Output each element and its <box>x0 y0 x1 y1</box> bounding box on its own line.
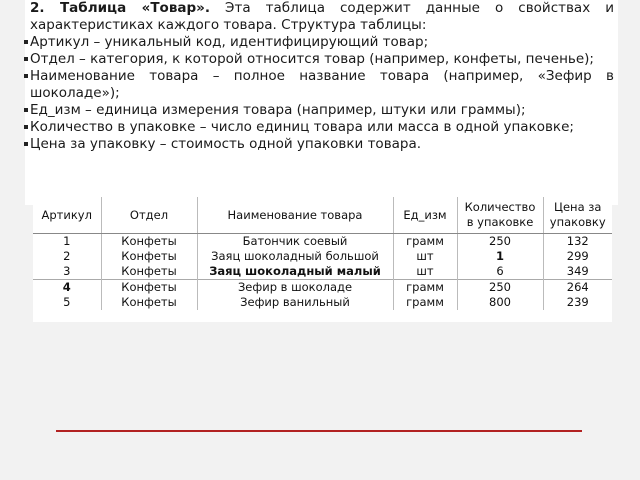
cell-product-name: Зефир ванильный <box>197 295 393 310</box>
text-block <box>30 0 614 153</box>
intro-text: Эта таблица содержит данные о свойствах и характеристиках каждого товара. Структура таблицы: <box>30 0 615 33</box>
cell-unit: грамм <box>393 280 457 296</box>
intro-paragraph <box>30 0 614 34</box>
cell-quantity: 250 <box>457 280 543 296</box>
bullet-item: Цена за упаковку – стоимость одной упаковки товара. <box>30 136 614 153</box>
table-row <box>33 295 612 310</box>
cell-unit: шт <box>393 249 457 264</box>
cell-article: 4 <box>33 280 101 296</box>
cell-product-name: Батончик соевый <box>197 234 393 250</box>
cell-product-name: Заяц шоколадный большой <box>197 249 393 264</box>
cell-unit: грамм <box>393 295 457 310</box>
col-header-article: Артикул <box>33 197 101 234</box>
cell-price: 239 <box>543 295 612 310</box>
product-table-image <box>33 197 612 322</box>
cell-department: Конфеты <box>101 249 197 264</box>
cell-product-name: Заяц шоколадный малый <box>197 264 393 280</box>
bullet-item: Наименование товара – полное название товара (например, «Зефир в шоколаде»); <box>30 68 614 101</box>
cell-department: Конфеты <box>101 280 197 296</box>
cell-price: 132 <box>543 234 612 250</box>
table-row <box>33 264 612 280</box>
cell-article: 3 <box>63 264 71 278</box>
bullet-list <box>30 34 614 153</box>
col-header-quantity: Количество в упаковке <box>457 197 543 234</box>
cell-department: Конфеты <box>101 264 197 280</box>
col-header-department: Отдел <box>101 197 197 234</box>
cell-article: 1 <box>63 234 71 248</box>
table-header-row <box>33 197 612 234</box>
bullet-item: Отдел – категория, к которой относится товар (например, конфеты, печенье); <box>30 51 614 68</box>
table-row <box>33 280 612 296</box>
table-row <box>33 234 612 250</box>
cell-price: 264 <box>543 280 612 296</box>
cell-unit: грамм <box>393 234 457 250</box>
bullet-item: Количество в упаковке – число единиц товара или масса в одной упаковке; <box>30 119 614 136</box>
col-header-price: Цена за упаковку <box>543 197 612 234</box>
cell-department: Конфеты <box>101 295 197 310</box>
cell-article: 5 <box>63 295 71 309</box>
section-heading: 2. Таблица «Товар». <box>30 0 210 16</box>
col-header-product-name: Наименование товара <box>197 197 393 234</box>
cell-department: Конфеты <box>101 234 197 250</box>
cell-price: 299 <box>543 249 612 264</box>
col-header-unit: Ед_изм <box>393 197 457 234</box>
cell-unit: шт <box>393 264 457 280</box>
cell-product-name: Зефир в шоколаде <box>197 280 393 296</box>
cell-quantity: 800 <box>457 295 543 310</box>
cell-price: 349 <box>543 264 612 280</box>
cell-article: 2 <box>63 249 71 263</box>
product-table <box>33 197 612 310</box>
cell-quantity: 1 <box>457 249 543 264</box>
bullet-item: Ед_изм – единица измерения товара (например, штуки или граммы); <box>30 102 614 119</box>
cell-quantity: 250 <box>457 234 543 250</box>
table-row <box>33 249 612 264</box>
red-divider-line <box>56 430 582 432</box>
bullet-item: Артикул – уникальный код, идентифицирующий товар; <box>30 34 614 51</box>
cell-quantity: 6 <box>457 264 543 280</box>
